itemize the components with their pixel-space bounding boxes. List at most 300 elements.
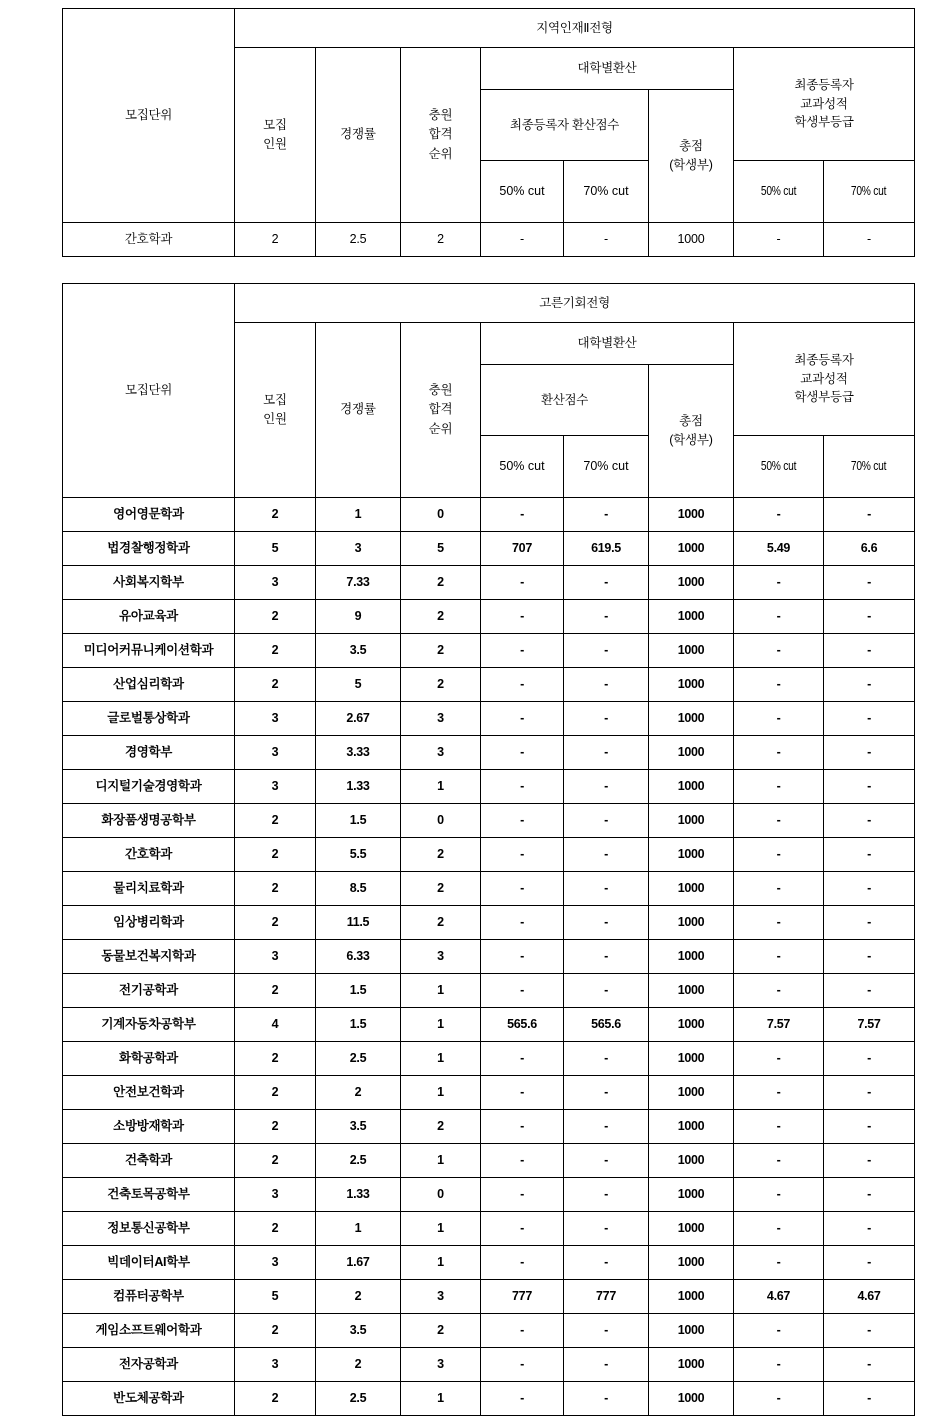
cell-quota: 2 [235,1382,316,1416]
cell-quota: 2 [235,1076,316,1110]
cell-grade70: - [824,872,915,906]
cell-waitlist: 2 [401,223,481,257]
header-final-enrollee-grade [734,323,915,436]
cell-quota: 2 [235,223,316,257]
header-admission-type: 지역인재Ⅱ전형 [235,9,915,48]
header-cut70-score: 70% cut [564,436,649,498]
cell-cut70: - [564,1382,649,1416]
cell-quota: 5 [235,1280,316,1314]
cell-cut50: 777 [481,1280,564,1314]
cell-grade50: - [734,872,824,906]
cell-cut50: - [481,872,564,906]
cell-total: 1000 [649,804,734,838]
cell-grade50: - [734,702,824,736]
cell-grade70: - [824,702,915,736]
cell-total: 1000 [649,736,734,770]
cell-cut70: - [564,223,649,257]
cell-quota: 2 [235,1314,316,1348]
cell-cut50: - [481,838,564,872]
cell-total: 1000 [649,1280,734,1314]
cell-competition: 1 [316,498,401,532]
cell-unit: 간호학과 [63,223,235,257]
cell-waitlist: 2 [401,1314,481,1348]
cell-grade50: - [734,668,824,702]
header-waitlist-line2: 합격 [428,127,453,142]
cell-grade50: - [734,1076,824,1110]
cell-cut50: - [481,600,564,634]
header-waitlist-line1: 충원 [428,107,453,122]
header-competition-rate [316,323,401,498]
cell-unit: 게임소프트웨어학과 [63,1314,235,1348]
cell-competition: 2.67 [316,702,401,736]
cell-quota: 2 [235,872,316,906]
cell-quota: 2 [235,838,316,872]
header-univ-conversion: 대학별환산 [481,323,734,365]
header-cut50-score: 50% cut [481,436,564,498]
cell-cut70: - [564,974,649,1008]
header-waitlist-line3: 순위 [428,146,453,161]
cell-grade50: - [734,838,824,872]
cell-competition: 2.5 [316,1382,401,1416]
cell-grade70: - [824,736,915,770]
cell-unit: 물리치료학과 [63,872,235,906]
cell-grade50: - [734,804,824,838]
cell-grade50: - [734,940,824,974]
cell-waitlist: 5 [401,532,481,566]
cell-competition: 3 [316,532,401,566]
cell-unit: 영어영문학과 [63,498,235,532]
cell-quota: 2 [235,1212,316,1246]
cell-unit: 법경찰행정학과 [63,532,235,566]
cell-quota: 2 [235,634,316,668]
header-final-grade-line3: 학생부등급 [794,115,854,130]
cell-grade50: - [734,634,824,668]
cell-cut50: - [481,498,564,532]
cell-competition: 1.33 [316,770,401,804]
cell-cut50: - [481,940,564,974]
cell-cut50: - [481,770,564,804]
cell-grade50: - [734,223,824,257]
cell-waitlist: 3 [401,940,481,974]
cell-cut70: - [564,1110,649,1144]
header-quota-line1: 모집 [263,117,287,132]
cell-unit: 사회복지학부 [63,566,235,600]
header-quota [235,48,316,223]
cell-total: 1000 [649,498,734,532]
header-waitlist-rank [401,323,481,498]
cell-waitlist: 1 [401,1008,481,1042]
header-final-grade-line2: 교과성적 [800,371,848,386]
cell-unit: 화장품생명공학부 [63,804,235,838]
cell-waitlist: 1 [401,974,481,1008]
cell-waitlist: 2 [401,634,481,668]
header-quota-line2: 인원 [263,412,287,426]
table-header-title-row [63,284,915,323]
table-row [63,702,915,736]
header-cut70-grade: 70% cut [824,436,915,498]
cell-unit: 소방방재학과 [63,1110,235,1144]
header-total-line2: (학생부) [669,158,713,172]
table-row [63,1348,915,1382]
header-quota-line2: 인원 [263,137,287,151]
cell-quota: 3 [235,1246,316,1280]
cell-cut70: - [564,498,649,532]
cell-grade50: - [734,1382,824,1416]
cell-total: 1000 [649,702,734,736]
cell-total: 1000 [649,872,734,906]
cell-competition: 5.5 [316,838,401,872]
table-row [63,1212,915,1246]
header-cut50-score: 50% cut [481,161,564,223]
cell-total: 1000 [649,1382,734,1416]
table-row [63,634,915,668]
table-header-title-row [63,9,915,48]
cell-competition: 2 [316,1348,401,1382]
cell-competition: 2.5 [316,1042,401,1076]
cell-cut50: - [481,1382,564,1416]
cell-quota: 2 [235,1042,316,1076]
table-row [63,1382,915,1416]
admission-table-jiyeok-injae-2 [62,8,915,257]
table-row [63,872,915,906]
header-unit: 모집단위 [63,9,235,223]
cell-total: 1000 [649,532,734,566]
cell-grade70: - [824,1144,915,1178]
cell-cut70: - [564,770,649,804]
cell-grade70: - [824,1178,915,1212]
cell-total: 1000 [649,1008,734,1042]
header-admission-type: 고른기회전형 [235,284,915,323]
table-spacer [62,257,914,283]
cell-waitlist: 2 [401,838,481,872]
cell-cut50: - [481,634,564,668]
cell-cut70: - [564,1212,649,1246]
cell-cut50: - [481,1144,564,1178]
header-total-score [649,90,734,223]
cell-cut70: - [564,838,649,872]
header-converted-score: 최종등록자 환산점수 [481,90,649,161]
table-row [63,804,915,838]
cell-cut70: - [564,736,649,770]
table-row [63,566,915,600]
cell-unit: 글로벌통상학과 [63,702,235,736]
cell-quota: 2 [235,804,316,838]
cell-cut50: - [481,223,564,257]
table-row [63,770,915,804]
cell-waitlist: 3 [401,702,481,736]
header-cut70-score: 70% cut [564,161,649,223]
cell-cut50: - [481,804,564,838]
cell-grade70: 4.67 [824,1280,915,1314]
cell-grade50: 4.67 [734,1280,824,1314]
cell-unit: 반도체공학과 [63,1382,235,1416]
cell-competition: 1.67 [316,1246,401,1280]
header-waitlist-line1: 충원 [428,382,453,397]
cell-grade50: - [734,566,824,600]
cell-waitlist: 0 [401,1178,481,1212]
cell-unit: 간호학과 [63,838,235,872]
cell-unit: 임상병리학과 [63,906,235,940]
cell-quota: 2 [235,668,316,702]
cell-cut50: - [481,1246,564,1280]
cell-competition: 2.5 [316,223,401,257]
cell-total: 1000 [649,906,734,940]
cell-waitlist: 1 [401,1076,481,1110]
cell-quota: 2 [235,498,316,532]
header-final-grade-line3: 학생부등급 [794,390,854,405]
cell-grade50: - [734,906,824,940]
cell-waitlist: 0 [401,804,481,838]
cell-grade70: - [824,498,915,532]
table-row [63,1246,915,1280]
cell-total: 1000 [649,566,734,600]
cell-competition: 5 [316,668,401,702]
cell-total: 1000 [649,600,734,634]
cell-waitlist: 2 [401,906,481,940]
table-row [63,940,915,974]
cell-grade70: - [824,600,915,634]
cell-total: 1000 [649,1042,734,1076]
cell-cut70: - [564,600,649,634]
cell-total: 1000 [649,1246,734,1280]
cell-unit: 산업심리학과 [63,668,235,702]
cell-grade50: - [734,498,824,532]
cell-quota: 3 [235,566,316,600]
cell-cut70: - [564,1042,649,1076]
cell-cut70: 565.6 [564,1008,649,1042]
table-row [63,1008,915,1042]
cell-waitlist: 2 [401,600,481,634]
cell-cut70: - [564,1314,649,1348]
cell-cut70: 619.5 [564,532,649,566]
table-row [63,1280,915,1314]
header-competition-label: 경쟁률 [340,127,376,142]
cell-total: 1000 [649,223,734,257]
header-total-line1: 총점 [679,139,703,154]
cell-competition: 2 [316,1280,401,1314]
header-cut50-grade: 50% cut [734,161,824,223]
cell-competition: 3.33 [316,736,401,770]
header-competition-rate [316,48,401,223]
admission-table-goreun-gihoe [62,283,915,1416]
cell-grade70: - [824,1212,915,1246]
cell-grade70: - [824,1348,915,1382]
cell-unit: 안전보건학과 [63,1076,235,1110]
cell-competition: 3.5 [316,1314,401,1348]
cell-waitlist: 1 [401,1382,481,1416]
cell-cut70: - [564,1144,649,1178]
cell-unit: 정보통신공학부 [63,1212,235,1246]
cell-quota: 3 [235,702,316,736]
table-row [63,906,915,940]
cell-cut70: - [564,906,649,940]
cell-unit: 디지털기술경영학과 [63,770,235,804]
cell-competition: 3.5 [316,1110,401,1144]
cell-cut50: - [481,974,564,1008]
cell-competition: 1.5 [316,1008,401,1042]
cell-unit: 건축학과 [63,1144,235,1178]
cell-competition: 2.5 [316,1144,401,1178]
cell-waitlist: 3 [401,1348,481,1382]
cell-grade50: - [734,1246,824,1280]
header-total-score [649,365,734,498]
cell-grade50: - [734,1144,824,1178]
cell-grade70: - [824,566,915,600]
cell-grade70: - [824,223,915,257]
header-final-grade-line2: 교과성적 [800,96,848,111]
cell-grade70: - [824,1246,915,1280]
cell-total: 1000 [649,1314,734,1348]
cell-cut50: - [481,668,564,702]
cell-total: 1000 [649,634,734,668]
cell-quota: 5 [235,532,316,566]
cell-total: 1000 [649,1076,734,1110]
table-row [63,600,915,634]
header-quota-line1: 모집 [263,392,287,407]
header-total-line1: 총점 [679,414,703,429]
table-row [63,1314,915,1348]
cell-unit: 미디어커뮤니케이션학과 [63,634,235,668]
cell-total: 1000 [649,1110,734,1144]
cell-cut50: - [481,1348,564,1382]
cell-cut50: - [481,1314,564,1348]
cell-cut70: - [564,1178,649,1212]
cell-cut70: - [564,566,649,600]
cell-grade50: - [734,974,824,1008]
cell-grade50: - [734,1212,824,1246]
cell-unit: 경영학부 [63,736,235,770]
cell-unit: 건축토목공학부 [63,1178,235,1212]
cell-competition: 1.5 [316,804,401,838]
header-cut50-grade: 50% cut [734,436,824,498]
cell-quota: 3 [235,1178,316,1212]
cell-waitlist: 2 [401,872,481,906]
cell-unit: 유아교육과 [63,600,235,634]
cell-competition: 2 [316,1076,401,1110]
cell-cut70: - [564,1076,649,1110]
cell-competition: 11.5 [316,906,401,940]
header-cut70-grade: 70% cut [824,161,915,223]
table-row [63,1110,915,1144]
cell-unit: 화학공학과 [63,1042,235,1076]
cell-waitlist: 2 [401,668,481,702]
cell-competition: 3.5 [316,634,401,668]
cell-quota: 3 [235,736,316,770]
cell-grade50: - [734,1178,824,1212]
cell-cut50: - [481,1110,564,1144]
cell-quota: 2 [235,906,316,940]
table-row [63,498,915,532]
cell-cut50: 565.6 [481,1008,564,1042]
header-final-grade-line1: 최종등록자 [794,77,854,92]
table-row [63,223,915,257]
cell-competition: 1.33 [316,1178,401,1212]
header-unit: 모집단위 [63,284,235,498]
cell-total: 1000 [649,770,734,804]
cell-grade70: - [824,804,915,838]
cell-quota: 3 [235,1348,316,1382]
cell-competition: 7.33 [316,566,401,600]
cell-total: 1000 [649,974,734,1008]
cell-waitlist: 1 [401,770,481,804]
cell-waitlist: 2 [401,566,481,600]
table-row [63,532,915,566]
cell-quota: 3 [235,940,316,974]
cell-competition: 6.33 [316,940,401,974]
cell-cut70: 777 [564,1280,649,1314]
cell-grade70: - [824,940,915,974]
cell-cut70: - [564,702,649,736]
cell-waitlist: 3 [401,1280,481,1314]
cell-cut50: - [481,566,564,600]
cell-grade70: - [824,770,915,804]
cell-unit: 빅데이터AI학부 [63,1246,235,1280]
cell-total: 1000 [649,838,734,872]
table-row [63,1042,915,1076]
cell-cut70: - [564,1348,649,1382]
cell-grade70: - [824,1076,915,1110]
cell-cut70: - [564,1246,649,1280]
cell-cut70: - [564,668,649,702]
cell-quota: 2 [235,974,316,1008]
cell-quota: 2 [235,1144,316,1178]
cell-cut50: 707 [481,532,564,566]
cell-competition: 9 [316,600,401,634]
table-row [63,838,915,872]
cell-cut70: - [564,872,649,906]
cell-quota: 2 [235,600,316,634]
cell-grade70: - [824,906,915,940]
table-row [63,736,915,770]
cell-cut50: - [481,1212,564,1246]
cell-total: 1000 [649,1212,734,1246]
header-final-grade-line1: 최종등록자 [794,352,854,367]
cell-unit: 동물보건복지학과 [63,940,235,974]
table-row [63,1178,915,1212]
cell-waitlist: 3 [401,736,481,770]
cell-quota: 2 [235,1110,316,1144]
cell-cut70: - [564,804,649,838]
cell-total: 1000 [649,1178,734,1212]
cell-total: 1000 [649,668,734,702]
cell-unit: 전자공학과 [63,1348,235,1382]
cell-waitlist: 1 [401,1042,481,1076]
cell-grade50: - [734,1042,824,1076]
header-waitlist-line2: 합격 [428,402,453,417]
cell-cut50: - [481,1042,564,1076]
table-row [63,974,915,1008]
cell-cut70: - [564,634,649,668]
admission-table-body [63,498,915,1416]
cell-cut50: - [481,702,564,736]
cell-grade70: - [824,1314,915,1348]
cell-grade70: 6.6 [824,532,915,566]
cell-cut50: - [481,1178,564,1212]
cell-grade70: 7.57 [824,1008,915,1042]
cell-grade50: 5.49 [734,532,824,566]
header-converted-score: 환산점수 [481,365,649,436]
cell-cut50: - [481,906,564,940]
cell-waitlist: 0 [401,498,481,532]
cell-unit: 컴퓨터공학부 [63,1280,235,1314]
cell-cut50: - [481,736,564,770]
header-competition-label: 경쟁률 [340,402,376,417]
cell-unit: 기계자동차공학부 [63,1008,235,1042]
cell-grade70: - [824,974,915,1008]
cell-grade50: - [734,1314,824,1348]
cell-grade70: - [824,668,915,702]
cell-grade50: - [734,600,824,634]
